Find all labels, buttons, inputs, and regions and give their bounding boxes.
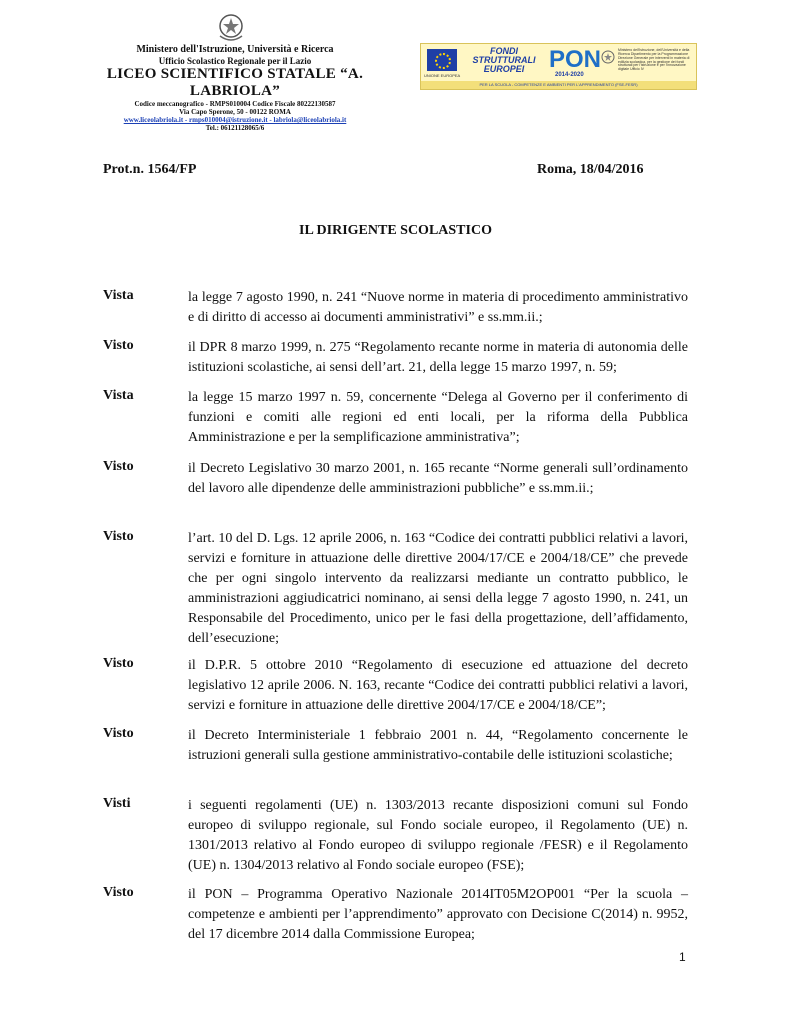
school-letterhead	[74, 44, 396, 133]
fondi-line-2: STRUTTURALI	[472, 55, 536, 65]
fondi-line-3: EUROPEI	[483, 64, 525, 74]
pon-logo: PON	[549, 46, 602, 73]
clause	[103, 338, 688, 378]
fondi-line-1: FONDI	[490, 46, 518, 56]
page-number: 1	[679, 950, 686, 964]
clause-keyword: Visto	[103, 529, 134, 544]
school-links[interactable]: www.liceolabriola.it - rmps010004@istruzione.it - labriola@liceolabriola.it	[123, 116, 347, 125]
clause-text: il PON – Programma Operativo Nazionale 2014IT05M2OP001 “Per la scuola – competenze e ambienti per l’apprendimento” approvato con Decisione C(2014) n. 9952, del 17 dicembre 2014 dalla Commissione Europea;	[188, 887, 688, 942]
clause-text: il DPR 8 marzo 1999, n. 275 “Regolamento recante norme in materia di autonomia delle istituzioni scolastiche, ai sensi dell’art. 21, della legge 15 marzo 1997, n. 59;	[188, 340, 688, 375]
clause	[103, 656, 688, 716]
clause	[103, 885, 688, 945]
clause	[103, 726, 688, 766]
fondi-strutturali-logo	[469, 47, 539, 74]
school-address: Via Capo Sperone, 50 - 00122 ROMA	[179, 108, 291, 117]
clause-keyword: Visto	[103, 656, 134, 671]
clause-keyword: Visto	[103, 885, 134, 900]
clause-keyword: Visto	[103, 726, 134, 741]
clause	[103, 388, 688, 448]
eu-flag-icon	[427, 49, 457, 71]
clause-text: la legge 15 marzo 1997 n. 59, concernente “Delega al Governo per il conferimento di funzioni e comiti alle regioni ed enti locali, per la riforma della Pubblica Amministrazione e per la semplificazione amministrativa”;	[188, 390, 688, 445]
pon-bottom-strip: PER LA SCUOLA - COMPETENZE E AMBIENTI PER L'APPRENDIMENTO (FSE-FESR)	[421, 81, 696, 89]
clause	[103, 796, 688, 876]
ministry-emblem-icon	[601, 50, 615, 66]
clause-text: il Decreto Interministeriale 1 febbraio 2001 n. 44, “Regolamento concernente le istruzioni generali sulla gestione amministrativo-contabile delle istituzioni scolastiche;	[188, 728, 688, 763]
pon-banner	[420, 43, 697, 90]
school-name: LICEO SCIENTIFICO STATALE “A. LABRIOLA”	[106, 65, 364, 100]
clause-text: il Decreto Legislativo 30 marzo 2001, n. 165 recante “Norme generali sull’ordinamento del lavoro alle dipendenze delle amministrazioni pubbliche” e ss.mm.ii.;	[188, 461, 688, 496]
pon-years: 2014-2020	[555, 72, 584, 78]
document-title: IL DIRIGENTE SCOLASTICO	[299, 223, 492, 238]
document-date: Roma, 18/04/2016	[537, 162, 644, 177]
republic-emblem-icon	[216, 12, 246, 44]
clause-keyword: Vista	[103, 288, 134, 303]
eu-caption: UNIONE EUROPEA	[424, 73, 461, 78]
school-tel: Tel.: 06121128065/6	[205, 124, 265, 133]
clause-keyword: Visto	[103, 459, 134, 474]
clause-keyword: Vista	[103, 388, 134, 403]
clause-text: il D.P.R. 5 ottobre 2010 “Regolamento di esecuzione ed attuazione del decreto legislativo 12 aprile 2006. N. 163, recante “Codice dei contratti pubblici relativi a lavori, servizi e forniture in attuazione delle direttive 2004/17/CE e 2004/18/CE”;	[188, 658, 688, 713]
clause-text: l’art. 10 del D. Lgs. 12 aprile 2006, n. 163 “Codice dei contratti pubblici relativi a lavori, servizi e forniture in attuazione delle direttive 2004/17/CE e 2004/18/CE” che prevede che per ogni singolo intervento da realizzarsi mediante un contratto pubblico, le amministrazioni aggiudicatrici nominano, ai sensi della legge 7 agosto 1990, n. 241, un Responsabile del Procedimento, unico per le fasi della progettazione, dell’affidamento, dell’esecuzione;	[188, 531, 688, 646]
clause-text: la legge 7 agosto 1990, n. 241 “Nuove norme in materia di procedimento amministrativo e di diritto di accesso ai documenti amministrativi” e ss.mm.ii.;	[188, 290, 688, 325]
office-line: Ufficio Scolastico Regionale per il Lazio	[158, 55, 312, 66]
clause-keyword: Visti	[103, 796, 131, 811]
clause-keyword: Visto	[103, 338, 134, 353]
clause-text: i seguenti regolamenti (UE) n. 1303/2013 recante disposizioni comuni sul Fondo europeo di sviluppo regionale, sul Fondo sociale europeo, il Regolamento (UE) n. 1301/2013 relativo al Fondo europeo di sviluppo regionale /FESR) e il Regolamento (UE) n. 1304/2013 relativo al Fondo sociale europeo (FSE);	[188, 798, 688, 873]
ministry-text: Ministero dell'Istruzione, dell'Università e della Ricerca Dipartimento per la Programmazione Direzione Generale per interventi in materia di edilizia scolastica, per la gestione dei fondi strutturali per l'istruzione e per l'innovazione digitale Ufficio IV	[618, 48, 690, 72]
ministry-line: Ministero dell'Istruzione, Università e Ricerca	[136, 44, 334, 55]
clause	[103, 288, 688, 328]
school-codes: Codice meccanografico - RMPS010004 Codice Fiscale 80222130587	[134, 100, 336, 109]
clause	[103, 459, 688, 499]
clause	[103, 529, 688, 649]
protocol-number: Prot.n. 1564/FP	[103, 162, 197, 177]
